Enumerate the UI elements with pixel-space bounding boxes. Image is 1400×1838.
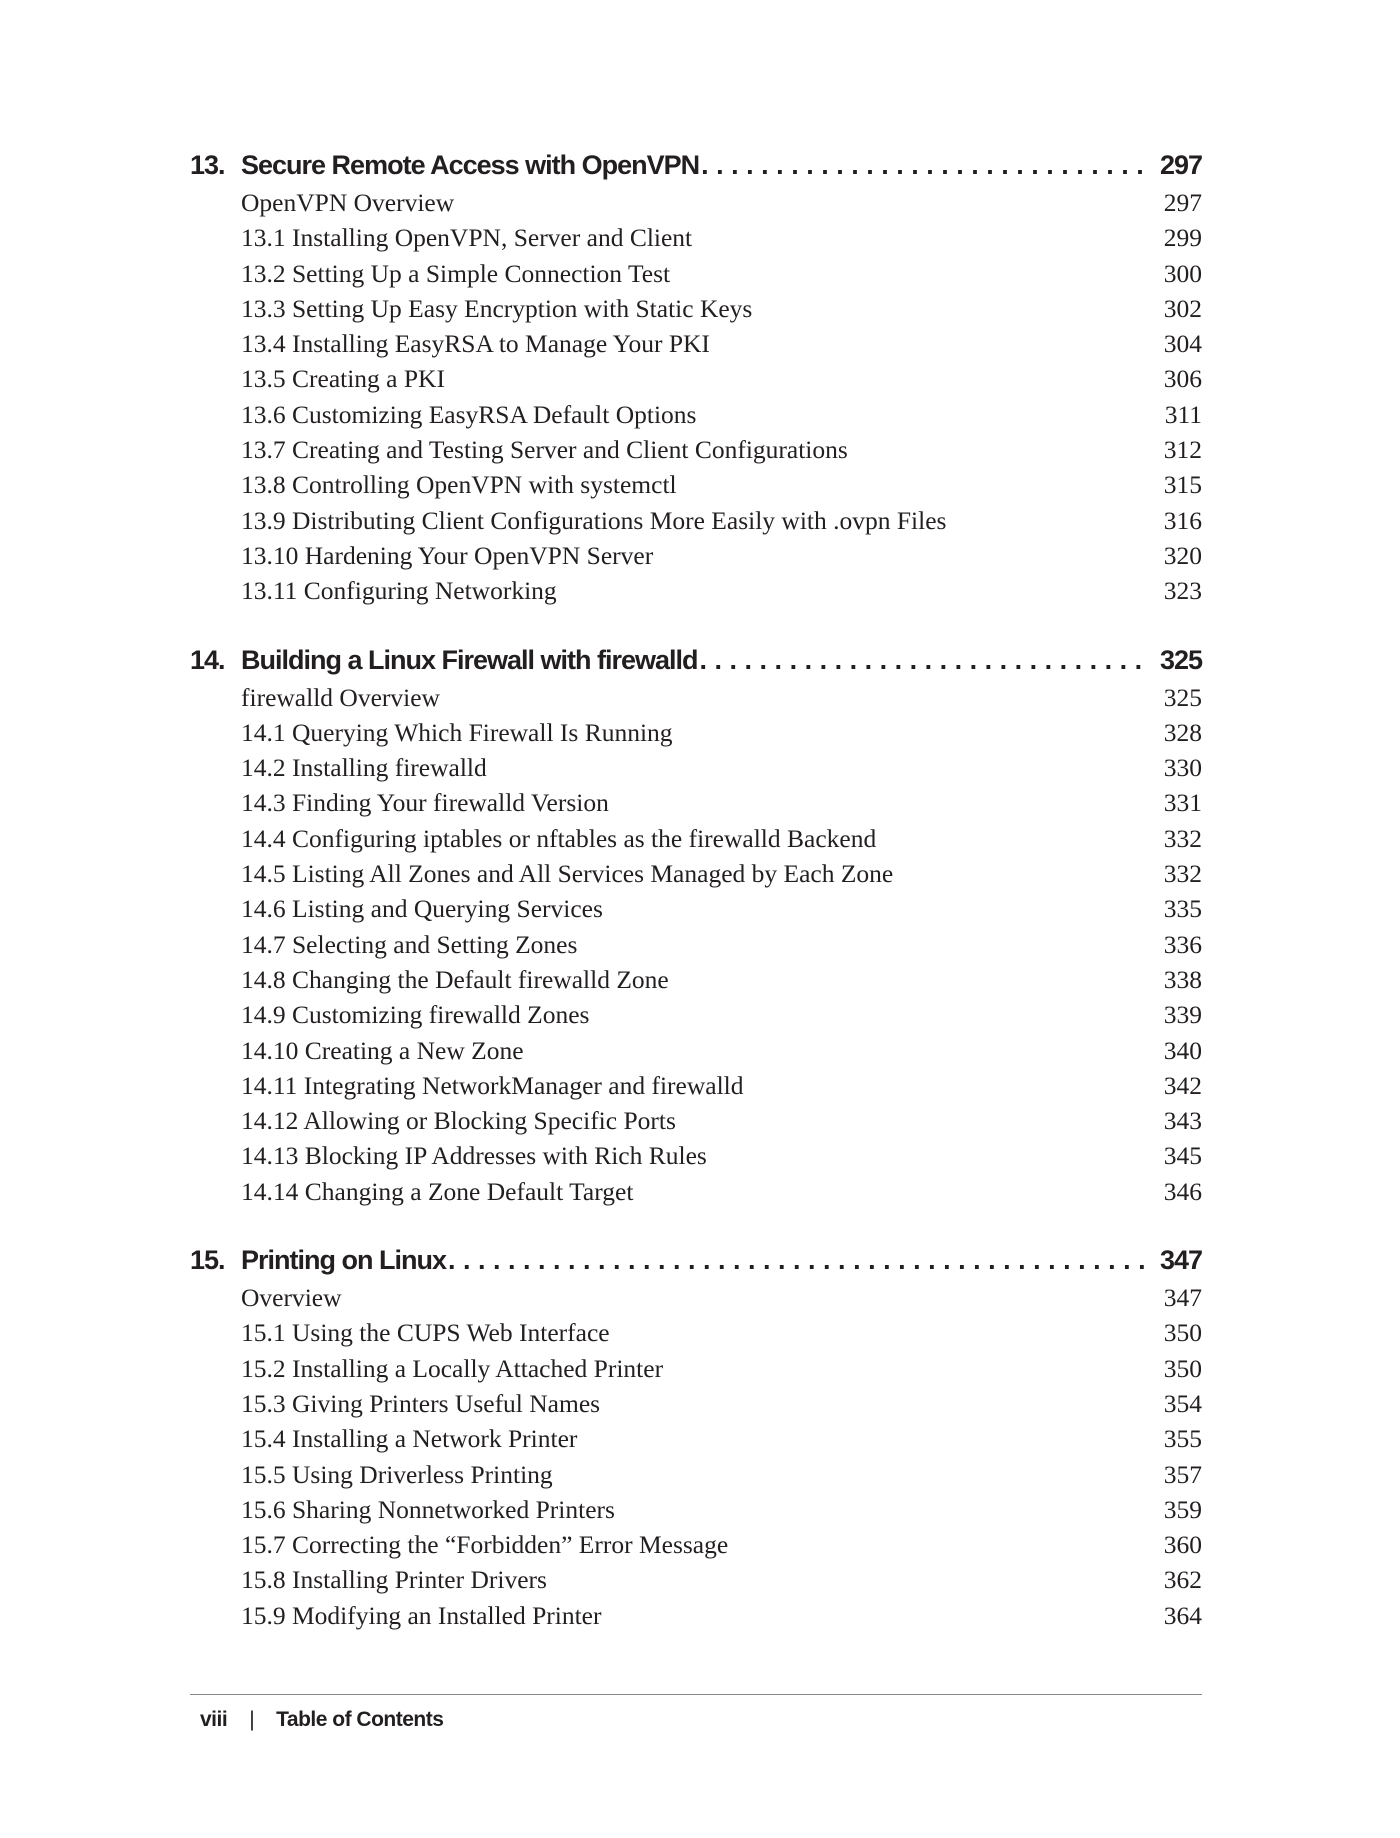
entry-title: 13.9 Distributing Client Configurations More Easily with .ovpn Files	[241, 505, 947, 535]
toc-entry	[190, 1354, 1202, 1389]
entry-page-number: 336	[1163, 929, 1202, 959]
entry-page-number: 342	[1163, 1070, 1202, 1100]
toc-entry	[190, 788, 1202, 823]
entry-page-number: 362	[1163, 1565, 1202, 1595]
entry-page-number: 359	[1163, 1494, 1202, 1524]
entry-title: 14.8 Changing the Default firewalld Zone	[241, 964, 669, 994]
entry-page-number: 330	[1163, 753, 1202, 783]
toc-entry	[190, 364, 1202, 399]
entry-title: 14.6 Listing and Querying Services	[241, 894, 603, 924]
entry-title: 13.6 Customizing EasyRSA Default Options	[241, 399, 697, 429]
toc-entry	[190, 506, 1202, 541]
entry-page-number: 315	[1163, 470, 1202, 500]
entry-page-number: 354	[1163, 1388, 1202, 1418]
entry-page-number: 340	[1163, 1035, 1202, 1065]
footer-rule	[190, 1694, 1202, 1695]
toc-entry	[190, 965, 1202, 1000]
toc-entry	[190, 894, 1202, 929]
chapter-page-number: 297	[1159, 150, 1202, 180]
toc-entry	[190, 1318, 1202, 1353]
toc-entry	[190, 753, 1202, 788]
toc-entry	[190, 259, 1202, 294]
entry-page-number: 302	[1163, 293, 1202, 323]
entry-title: 14.7 Selecting and Setting Zones	[241, 929, 578, 959]
chapter-number: 13.	[190, 150, 225, 180]
entry-title: 15.7 Correcting the “Forbidden” Error Message	[241, 1530, 729, 1560]
toc-entry	[190, 576, 1202, 611]
entry-page-number: 332	[1163, 859, 1202, 889]
entry-page-number: 299	[1163, 223, 1202, 253]
entry-page-number: 328	[1163, 717, 1202, 747]
entry-title: Overview	[241, 1283, 342, 1313]
toc-entry	[190, 824, 1202, 859]
folio-page-number: viii	[200, 1708, 228, 1731]
entry-page-number: 331	[1163, 788, 1202, 818]
chapter-page-number: 347	[1159, 1245, 1202, 1276]
entry-title: 14.2 Installing firewalld	[241, 753, 487, 783]
toc-entry	[190, 470, 1202, 505]
toc-entry	[190, 930, 1202, 965]
section-list	[190, 1283, 1202, 1636]
toc-entry	[190, 1530, 1202, 1565]
entry-page-number: 300	[1163, 258, 1202, 288]
entry-title: firewalld Overview	[241, 682, 440, 712]
chapter-title: Printing on Linux	[241, 1245, 446, 1276]
dot-leader	[701, 150, 1148, 181]
page-footer	[200, 1708, 443, 1732]
entry-page-number: 347	[1163, 1283, 1202, 1313]
entry-page-number: 350	[1163, 1318, 1202, 1348]
chapter-14	[190, 645, 1202, 1212]
chapter-number: 15.	[190, 1245, 225, 1276]
entry-title: 13.7 Creating and Testing Server and Client Configurations	[241, 435, 848, 465]
toc-entry	[190, 294, 1202, 329]
toc-entry	[190, 1141, 1202, 1176]
entry-title: 13.2 Setting Up a Simple Connection Test	[241, 258, 671, 288]
toc-entry	[190, 718, 1202, 753]
entry-page-number: 297	[1163, 188, 1202, 217]
entry-title: 15.1 Using the CUPS Web Interface	[241, 1318, 610, 1348]
table-of-contents	[190, 150, 1202, 1669]
entry-title: 15.3 Giving Printers Useful Names	[241, 1388, 601, 1418]
toc-entry	[190, 1283, 1202, 1318]
entry-title: 14.11 Integrating NetworkManager and firewalld	[241, 1070, 744, 1100]
chapter-heading	[190, 150, 1202, 188]
toc-entry	[190, 1036, 1202, 1071]
toc-entry	[190, 188, 1202, 223]
toc-entry	[190, 1106, 1202, 1141]
toc-entry	[190, 1071, 1202, 1106]
entry-page-number: 357	[1163, 1459, 1202, 1489]
entry-title: 14.12 Allowing or Blocking Specific Ports	[241, 1106, 676, 1136]
chapter-page-number: 325	[1159, 644, 1202, 675]
entry-page-number: 312	[1163, 435, 1202, 465]
toc-entry	[190, 541, 1202, 576]
toc-entry	[190, 859, 1202, 894]
entry-title: 14.4 Configuring iptables or nftables as the firewalld Backend	[241, 823, 877, 853]
entry-title: 14.13 Blocking IP Addresses with Rich Rules	[241, 1141, 707, 1171]
dot-leader	[448, 1245, 1148, 1276]
entry-page-number: 338	[1163, 964, 1202, 994]
entry-title: 13.5 Creating a PKI	[241, 364, 445, 394]
chapter-heading	[190, 645, 1202, 683]
dot-leader	[700, 645, 1148, 676]
entry-page-number: 355	[1163, 1424, 1202, 1454]
entry-title: 15.8 Installing Printer Drivers	[241, 1565, 547, 1595]
entry-page-number: 364	[1163, 1600, 1202, 1630]
entry-page-number: 304	[1163, 329, 1202, 359]
toc-entry	[190, 1424, 1202, 1459]
toc-entry	[190, 1177, 1202, 1212]
entry-page-number: 332	[1163, 823, 1202, 853]
entry-title: 13.10 Hardening Your OpenVPN Server	[241, 540, 654, 570]
toc-entry	[190, 400, 1202, 435]
chapter-13	[190, 150, 1202, 612]
entry-page-number: 311	[1164, 399, 1202, 429]
entry-page-number: 320	[1163, 540, 1202, 570]
entry-title: 14.14 Changing a Zone Default Target	[241, 1176, 634, 1206]
entry-page-number: 316	[1163, 505, 1202, 535]
entry-title: 15.9 Modifying an Installed Printer	[241, 1600, 602, 1630]
toc-entry	[190, 1565, 1202, 1600]
entry-page-number: 343	[1163, 1106, 1202, 1136]
entry-title: 15.4 Installing a Network Printer	[241, 1424, 578, 1454]
entry-title: 14.10 Creating a New Zone	[241, 1035, 524, 1065]
footer-separator: |	[249, 1708, 255, 1731]
toc-entry	[190, 1389, 1202, 1424]
entry-page-number: 345	[1163, 1141, 1202, 1171]
entry-page-number: 325	[1163, 682, 1202, 712]
entry-title: 13.3 Setting Up Easy Encryption with Static Keys	[241, 293, 753, 323]
entry-title: 15.2 Installing a Locally Attached Printer	[241, 1353, 664, 1383]
chapter-number: 14.	[190, 644, 225, 675]
toc-entry	[190, 1495, 1202, 1530]
section-list	[190, 683, 1202, 1212]
entry-page-number: 350	[1163, 1353, 1202, 1383]
toc-entry	[190, 1000, 1202, 1035]
entry-title: 13.1 Installing OpenVPN, Server and Client	[241, 223, 693, 253]
entry-title: 13.8 Controlling OpenVPN with systemctl	[241, 470, 677, 500]
entry-title: 13.11 Configuring Networking	[241, 576, 557, 606]
entry-title: 14.1 Querying Which Firewall Is Running	[241, 717, 673, 747]
entry-page-number: 339	[1163, 1000, 1202, 1030]
chapter-15	[190, 1245, 1202, 1636]
entry-title: 14.3 Finding Your firewalld Version	[241, 788, 609, 818]
entry-page-number: 323	[1163, 576, 1202, 606]
entry-page-number: 346	[1163, 1176, 1202, 1206]
entry-title: 14.9 Customizing firewalld Zones	[241, 1000, 590, 1030]
toc-entry	[190, 223, 1202, 258]
chapter-title: Secure Remote Access with OpenVPN	[241, 150, 700, 180]
entry-title: OpenVPN Overview	[241, 188, 455, 217]
entry-page-number: 335	[1163, 894, 1202, 924]
running-title: Table of Contents	[276, 1708, 444, 1731]
entry-title: 15.5 Using Driverless Printing	[241, 1459, 553, 1489]
toc-entry	[190, 1601, 1202, 1636]
toc-entry	[190, 435, 1202, 470]
entry-title: 13.4 Installing EasyRSA to Manage Your PKI	[241, 329, 710, 359]
chapter-title: Building a Linux Firewall with firewalld	[241, 644, 698, 675]
entry-page-number: 360	[1163, 1530, 1202, 1560]
toc-entry	[190, 329, 1202, 364]
entry-title: 15.6 Sharing Nonnetworked Printers	[241, 1494, 615, 1524]
entry-title: 14.5 Listing All Zones and All Services Managed by Each Zone	[241, 859, 894, 889]
entry-page-number: 306	[1163, 364, 1202, 394]
section-list	[190, 188, 1202, 612]
chapter-heading	[190, 1245, 1202, 1283]
toc-entry	[190, 683, 1202, 718]
toc-entry	[190, 1460, 1202, 1495]
